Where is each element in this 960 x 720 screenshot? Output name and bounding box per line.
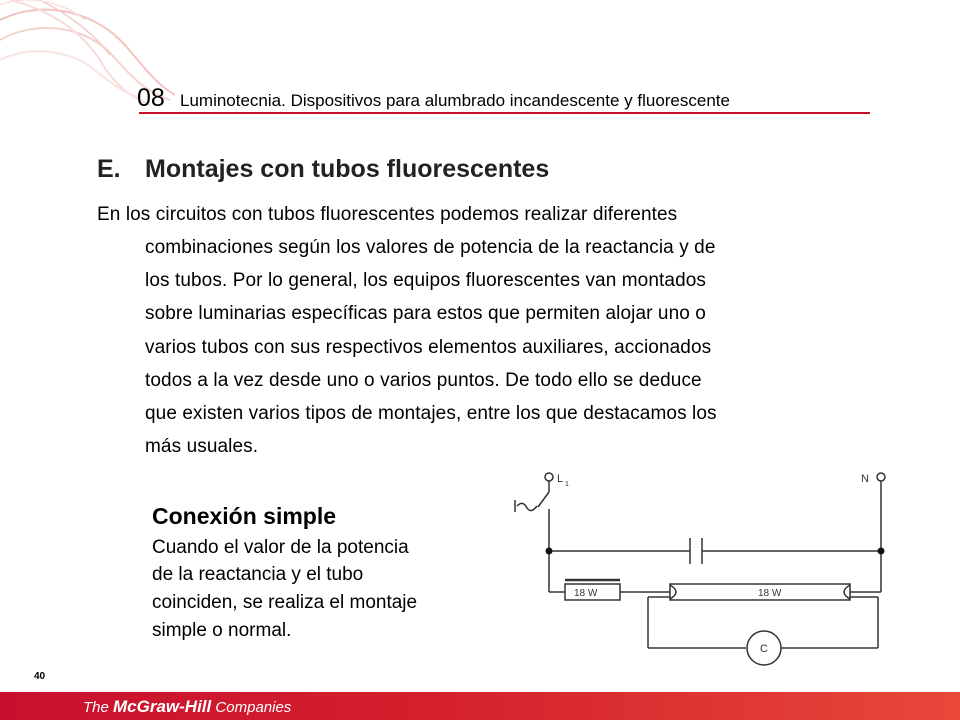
ballast-label: 18 W xyxy=(574,588,598,599)
page-number: 40 xyxy=(34,671,46,682)
logo-brand: McGraw-Hill xyxy=(113,697,212,716)
junction-dot xyxy=(878,548,885,555)
chapter-title: Luminotecnia. Dispositivos para alumbrado incandescente y fluorescente xyxy=(180,91,730,110)
subsection-line: de la reactancia y el tubo xyxy=(152,564,364,585)
subsection-heading: Conexión simple xyxy=(152,503,337,529)
starter-label: C xyxy=(760,643,768,655)
phase-label: L xyxy=(557,473,564,485)
decorative-swirl xyxy=(0,0,260,140)
junction-dot xyxy=(546,548,553,555)
subsection-line: simple o normal. xyxy=(152,620,292,641)
header-divider xyxy=(139,112,870,114)
neutral-terminal xyxy=(877,473,885,481)
paragraph-line: más usuales. xyxy=(145,436,259,457)
paragraph-line: varios tubos con sus respectivos elementos auxiliares, accionados xyxy=(145,337,712,358)
tube-label: 18 W xyxy=(758,588,782,599)
section-letter: E. xyxy=(97,155,121,183)
paragraph-line: que existen varios tipos de montajes, entre los que destacamos los xyxy=(145,403,717,424)
paragraph-line: todos a la vez desde uno o varios puntos. De todo ello se deduce xyxy=(145,370,702,391)
publisher-logo xyxy=(83,697,291,717)
circuit-diagram xyxy=(505,462,900,667)
neutral-label: N xyxy=(861,473,869,485)
chapter-number: 08 xyxy=(137,84,165,112)
paragraph-line: los tubos. Por lo general, los equipos fluorescentes van montados xyxy=(145,270,706,291)
switch-blade xyxy=(538,492,549,507)
paragraph-line: sobre luminarias específicas para estos que permiten alojar uno o xyxy=(145,303,706,324)
subsection-line: coinciden, se realiza el montaje xyxy=(152,592,418,613)
section-heading xyxy=(97,155,549,184)
phase-terminal xyxy=(545,473,553,481)
logo-companies: Companies xyxy=(211,699,292,716)
paragraph-line: En los circuitos con tubos fluorescentes podemos realizar diferentes xyxy=(97,204,678,225)
paragraph-line: combinaciones según los valores de potencia de la reactancia y de xyxy=(145,237,716,258)
subsection-line: Cuando el valor de la potencia xyxy=(152,537,409,558)
logo-the: The xyxy=(83,699,114,716)
phase-subscript: 1 xyxy=(565,481,569,488)
section-title: Montajes con tubos fluorescentes xyxy=(145,155,550,183)
